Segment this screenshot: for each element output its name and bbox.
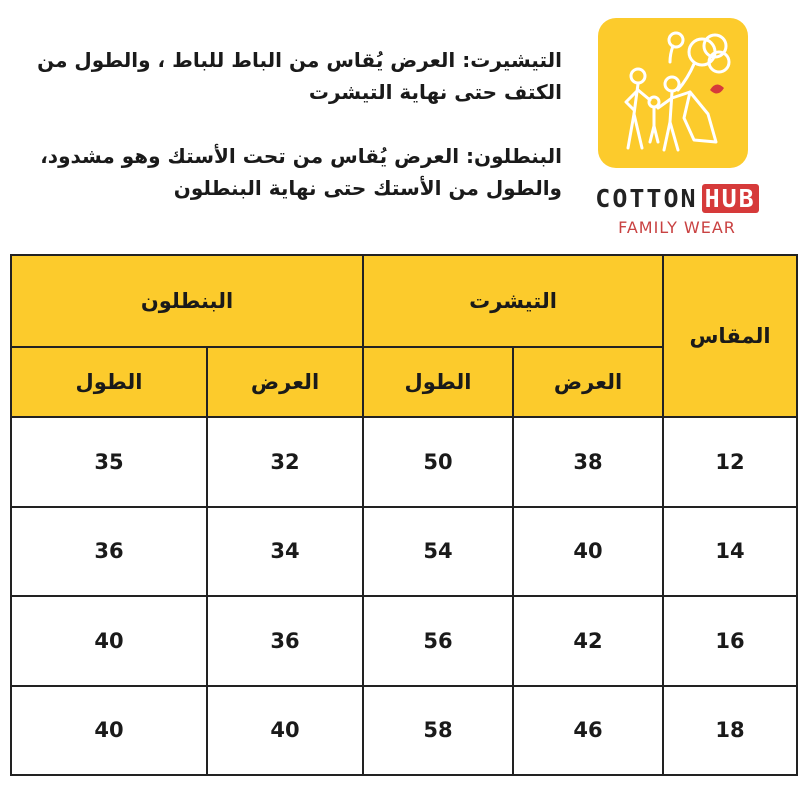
table-group-header-row <box>11 255 797 347</box>
tshirt-length-cell: 50 <box>363 417 513 507</box>
brand-highlight: HUB <box>702 184 759 213</box>
tshirt-width-cell: 42 <box>513 596 663 686</box>
size-cell: 16 <box>663 596 797 686</box>
tshirt-length-header: الطول <box>363 347 513 417</box>
tshirt-width-cell: 46 <box>513 686 663 776</box>
table-row <box>11 417 797 507</box>
pants-width-cell: 36 <box>207 596 363 686</box>
pants-length-cell: 40 <box>11 596 207 686</box>
pants-note-line-2: والطول من الأستك حتى نهاية البنطلون <box>173 176 562 200</box>
tshirt-note-line-1: التيشيرت: العرض يُقاس من الباط للباط ، والطول من <box>37 48 562 72</box>
size-cell: 18 <box>663 686 797 776</box>
pants-header: البنطلون <box>11 255 363 347</box>
tshirt-length-cell: 56 <box>363 596 513 686</box>
brand-word: COTTON <box>595 184 698 213</box>
tshirt-width-header: العرض <box>513 347 663 417</box>
size-chart-table <box>10 254 798 776</box>
table-row <box>11 507 797 597</box>
measurement-notes <box>22 44 562 204</box>
pants-length-cell: 36 <box>11 507 207 597</box>
family-cotton-icon <box>598 18 748 168</box>
tshirt-length-cell: 54 <box>363 507 513 597</box>
size-cell: 14 <box>663 507 797 597</box>
brand-tagline: FAMILY WEAR <box>618 218 736 237</box>
tshirt-width-cell: 38 <box>513 417 663 507</box>
pants-width-cell: 34 <box>207 507 363 597</box>
pants-length-cell: 35 <box>11 417 207 507</box>
tshirt-length-cell: 58 <box>363 686 513 776</box>
tshirt-note-line-2: الكتف حتى نهاية التيشرت <box>308 80 562 104</box>
tshirt-width-cell: 40 <box>513 507 663 597</box>
table-row <box>11 686 797 776</box>
brand-name <box>584 184 770 213</box>
table-row <box>11 596 797 686</box>
size-header: المقاس <box>663 255 797 417</box>
size-cell: 12 <box>663 417 797 507</box>
pants-width-header: العرض <box>207 347 363 417</box>
pants-length-cell: 40 <box>11 686 207 776</box>
logo-tile <box>598 18 748 168</box>
pants-width-cell: 40 <box>207 686 363 776</box>
tshirt-header: التيشرت <box>363 255 663 347</box>
pants-note-line-1: البنطلون: العرض يُقاس من تحت الأستك وهو مشدود، <box>40 144 562 168</box>
pants-width-cell: 32 <box>207 417 363 507</box>
pants-length-header: الطول <box>11 347 207 417</box>
